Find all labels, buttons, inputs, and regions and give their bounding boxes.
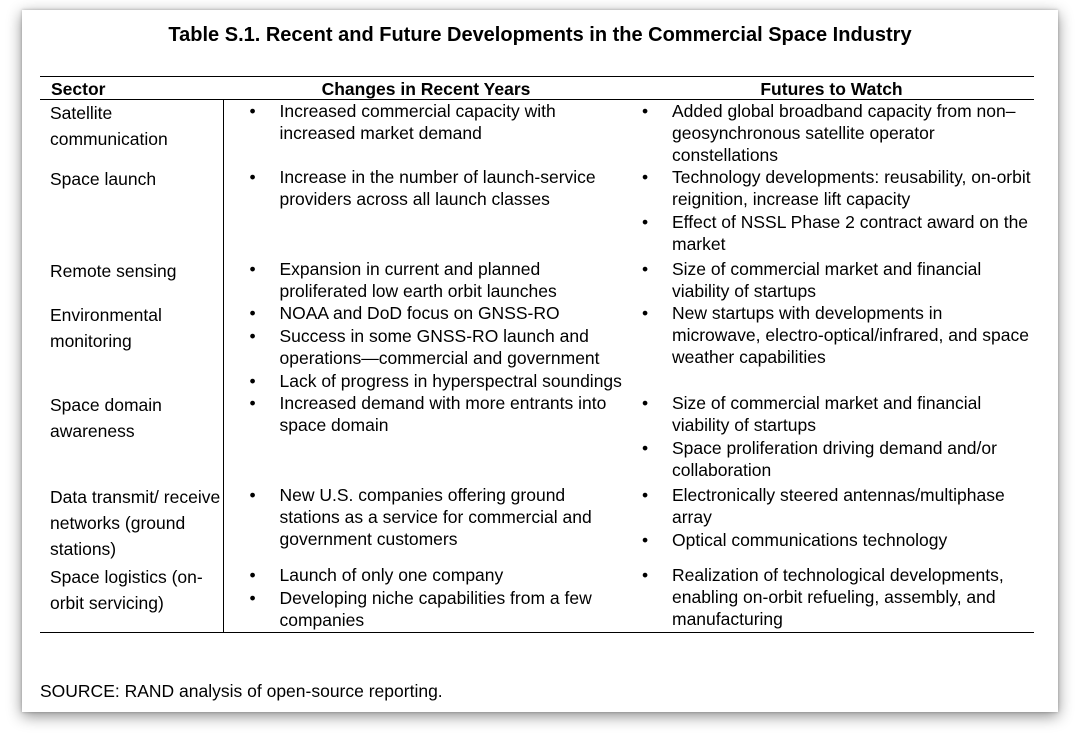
table-title: Table S.1. Recent and Future Developments in the Commercial Space Industry — [168, 24, 912, 46]
future-bullet-list — [629, 392, 1034, 481]
bullet-item: • Optical communications technology — [629, 529, 1034, 551]
table-row — [40, 100, 1034, 167]
sector-cell: Space launch — [40, 166, 223, 258]
table-row — [40, 302, 1034, 392]
sector-cell: Data transmit/ receive networks (ground stations) — [40, 484, 223, 564]
recent-cell — [223, 392, 629, 484]
bullet-item: • Realization of technological developments, enabling on-orbit refueling, assembly, and manufacturing — [629, 564, 1034, 630]
bullet-item: • Size of commercial market and financial viability of startups — [629, 258, 1034, 302]
recent-cell — [223, 484, 629, 564]
source-note: SOURCE: RAND analysis of open-source reporting. — [40, 681, 443, 701]
future-cell — [629, 392, 1034, 484]
table-row — [40, 258, 1034, 302]
recent-cell — [223, 258, 629, 302]
recent-cell — [223, 564, 629, 633]
table-row — [40, 564, 1034, 633]
bullet-item: • Increased demand with more entrants into space domain — [224, 392, 630, 436]
future-bullet-list — [629, 564, 1034, 630]
document-page — [22, 10, 1058, 712]
bullet-item: • Space proliferation driving demand and/or collaboration — [629, 437, 1034, 481]
future-cell — [629, 100, 1034, 167]
future-cell — [629, 302, 1034, 392]
bullet-item: • New U.S. companies offering ground stations as a service for commercial and government customers — [224, 484, 630, 550]
header-recent-changes: Changes in Recent Years — [223, 77, 629, 100]
bullet-item: • Added global broadband capacity from non–geosynchronous satellite operator constellations — [629, 100, 1034, 166]
sector-cell: Space domain awareness — [40, 392, 223, 484]
bullet-item: • Expansion in current and planned proliferated low earth orbit launches — [224, 258, 630, 302]
future-cell — [629, 564, 1034, 633]
recent-bullet-list — [224, 302, 630, 392]
bullet-item: • NOAA and DoD focus on GNSS-RO — [224, 302, 630, 324]
sector-cell: Space logistics (on-orbit servicing) — [40, 564, 223, 633]
bullet-item: • Success in some GNSS-RO launch and operations—commercial and government — [224, 325, 630, 369]
developments-table — [40, 76, 1034, 633]
recent-cell — [223, 302, 629, 392]
future-bullet-list — [629, 100, 1034, 166]
recent-bullet-list — [224, 564, 630, 631]
future-bullet-list — [629, 484, 1034, 551]
bullet-item: • Increased commercial capacity with increased market demand — [224, 100, 630, 144]
future-cell — [629, 484, 1034, 564]
table-row — [40, 484, 1034, 564]
sector-cell: Environmental monitoring — [40, 302, 223, 392]
bullet-item: • Effect of NSSL Phase 2 contract award on the market — [629, 211, 1034, 255]
table-row — [40, 392, 1034, 484]
recent-bullet-list — [224, 392, 630, 436]
bullet-item: • New startups with developments in microwave, electro-optical/infrared, and space weather capabilities — [629, 302, 1034, 368]
header-futures: Futures to Watch — [629, 77, 1034, 100]
bullet-item: • Developing niche capabilities from a few companies — [224, 587, 630, 631]
future-bullet-list — [629, 166, 1034, 255]
table-body — [40, 100, 1034, 633]
sector-cell: Satellite communication — [40, 100, 223, 167]
table-header-row — [40, 77, 1034, 100]
recent-cell — [223, 166, 629, 258]
future-bullet-list — [629, 302, 1034, 368]
future-cell — [629, 258, 1034, 302]
future-bullet-list — [629, 258, 1034, 302]
future-cell — [629, 166, 1034, 258]
table-row — [40, 166, 1034, 258]
bullet-item: • Launch of only one company — [224, 564, 630, 586]
recent-cell — [223, 100, 629, 167]
header-sector: Sector — [40, 77, 223, 100]
recent-bullet-list — [224, 100, 630, 144]
bullet-item: • Size of commercial market and financial viability of startups — [629, 392, 1034, 436]
recent-bullet-list — [224, 258, 630, 302]
bullet-item: • Lack of progress in hyperspectral soundings — [224, 370, 630, 392]
sector-cell: Remote sensing — [40, 258, 223, 302]
recent-bullet-list — [224, 166, 630, 210]
bullet-item: • Increase in the number of launch-service providers across all launch classes — [224, 166, 630, 210]
recent-bullet-list — [224, 484, 630, 550]
bullet-item: • Electronically steered antennas/multiphase array — [629, 484, 1034, 528]
bullet-item: • Technology developments: reusability, on-orbit reignition, increase lift capacity — [629, 166, 1034, 210]
